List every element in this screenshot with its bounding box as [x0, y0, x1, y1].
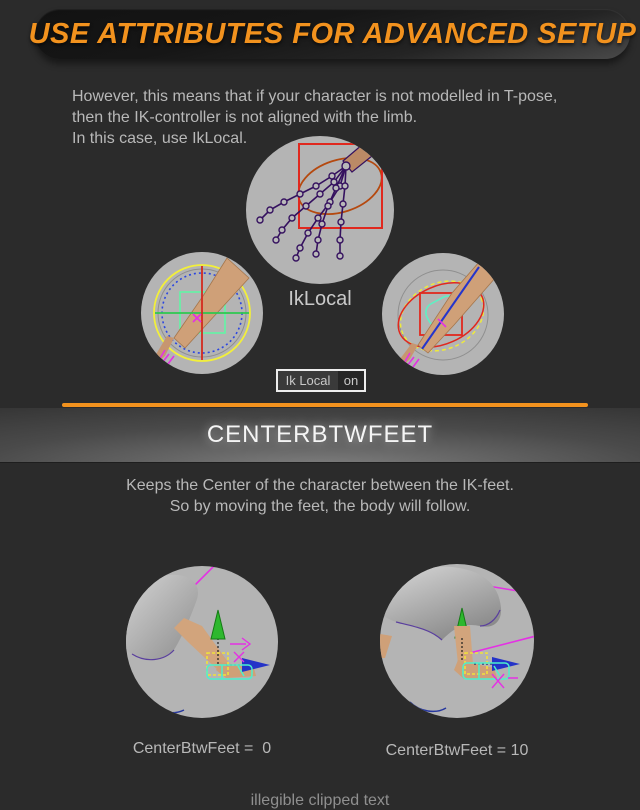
- bottom-clipped-text: illegible clipped text: [250, 792, 390, 809]
- centerbtwfeet-line-2: So by moving the feet, the body will follow.: [169, 498, 471, 515]
- caption-centerbtwfeet-0: CenterBtwFeet = 0: [132, 740, 272, 757]
- caption-centerbtwfeet-10: CenterBtwFeet = 10: [385, 742, 529, 759]
- ik-local-button-label: Ik Local: [285, 373, 331, 388]
- page-title: USE ATTRIBUTES FOR ADVANCED SETUP: [28, 17, 637, 50]
- centerbtwfeet-10-figure: [380, 564, 534, 718]
- section-title: CENTERBTWFEET: [206, 421, 434, 448]
- ik-controller-front-image: [141, 252, 263, 374]
- intro-line-1: However, this means that if your character is not modelled in T-pose,: [72, 88, 558, 105]
- ik-controller-aligned-figure: [141, 252, 263, 374]
- foot-gizmo-10-image: [380, 564, 534, 718]
- iklocal-skeleton-figure: [246, 136, 394, 284]
- header-banner: [28, 9, 637, 59]
- section-divider: [62, 403, 588, 407]
- intro-line-3: In this case, use IkLocal.: [72, 130, 248, 147]
- ik-controller-rotated-image: [382, 253, 504, 375]
- ik-controller-rotated-figure: [382, 253, 504, 375]
- centerbtwfeet-0-figure: [126, 566, 278, 718]
- iklocal-figure-label: IkLocal: [288, 288, 352, 310]
- ik-local-on-button[interactable]: [276, 369, 366, 392]
- ik-local-button-state: on: [338, 371, 364, 390]
- foot-gizmo-0-image: [126, 566, 278, 718]
- hand-skeleton-image: [246, 136, 394, 284]
- centerbtwfeet-line-1: Keeps the Center of the character between the IK-feet.: [126, 477, 514, 494]
- intro-line-2: then the IK-controller is not aligned with the limb.: [72, 109, 418, 126]
- centerbtwfeet-paragraph: [0, 475, 640, 517]
- centerbtwfeet-section-header: [0, 408, 640, 463]
